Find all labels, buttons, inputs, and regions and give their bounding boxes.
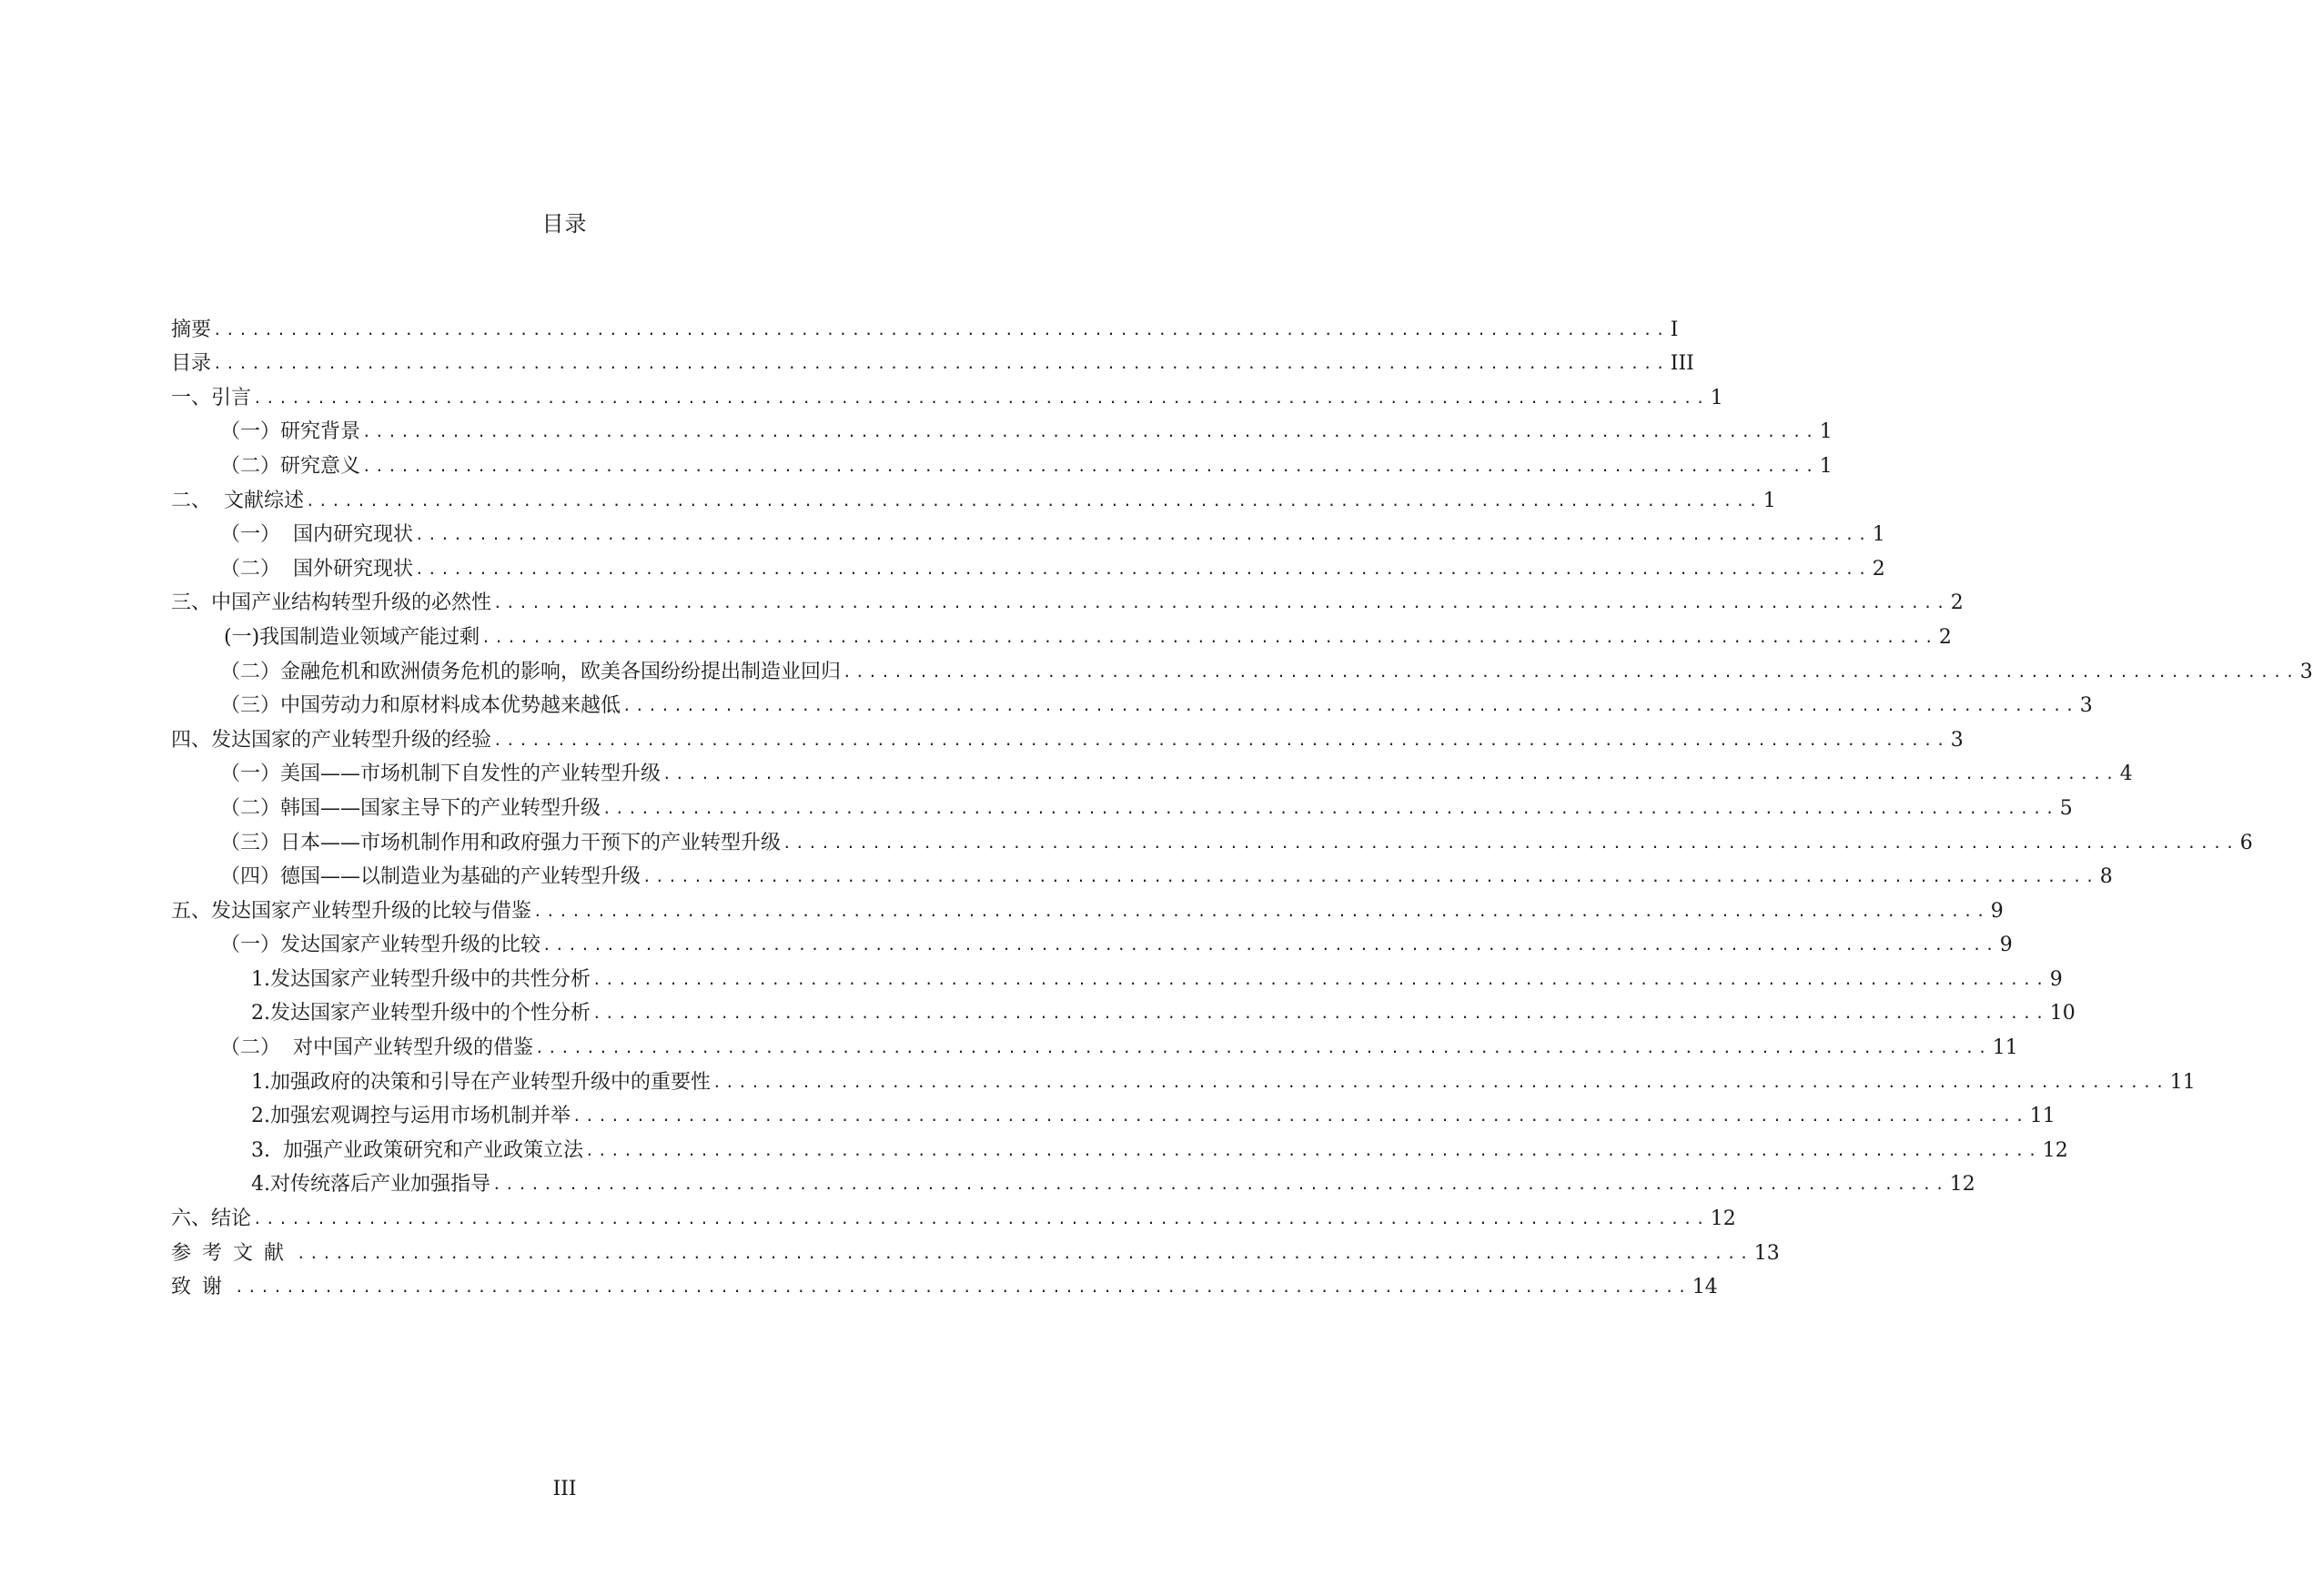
- toc-entry-subsection-5-2-2[interactable]: [171, 1096, 2055, 1131]
- dot-leader: ..................................................................................................................: [492, 1176, 1948, 1194]
- toc-entry-page: 3: [2299, 660, 2313, 683]
- dot-leader: ..................................................................................................................: [415, 560, 1871, 578]
- dot-leader: ..................................................................................................................: [213, 320, 1669, 338]
- dot-leader: ..................................................................................................................: [584, 1141, 2041, 1159]
- table-of-contents: [171, 309, 2313, 1301]
- toc-entry-chapter-2[interactable]: [171, 480, 1776, 515]
- toc-entry-page: 8: [2099, 865, 2113, 889]
- dot-leader: ..................................................................................................................: [362, 457, 1818, 475]
- dot-leader: ..................................................................................................................: [572, 1107, 2028, 1126]
- dot-leader: ..................................................................................................................: [843, 662, 2298, 681]
- page-number: III: [552, 1478, 577, 1500]
- toc-entry-label: （一）美国——市场机制下自发性的产业转型升级: [220, 763, 662, 786]
- toc-entry-label: 4.对传统落后产业加强指导: [251, 1173, 490, 1197]
- toc-entry-section-3-2[interactable]: [171, 652, 2313, 686]
- toc-entry-section-4-1[interactable]: [171, 754, 2133, 789]
- toc-entry-chapter-6[interactable]: [171, 1198, 1736, 1233]
- toc-entry-label: （三）中国劳动力和原材料成本优势越来越低: [220, 694, 621, 718]
- dot-leader: ..................................................................................................................: [493, 731, 1949, 749]
- dot-leader: ..................................................................................................................: [297, 1244, 1752, 1262]
- toc-entry-page: 11: [2169, 1070, 2196, 1094]
- toc-entry-label: （二）研究意义: [220, 454, 361, 478]
- dot-leader: ..................................................................................................................: [493, 594, 1949, 612]
- toc-entry-chapter-5[interactable]: [171, 891, 2004, 925]
- toc-entry-label: 二、 文献综述: [171, 489, 304, 512]
- toc-entry-subsection-5-2-1[interactable]: [171, 1062, 2196, 1096]
- toc-entry-page: 4: [2119, 763, 2133, 786]
- toc-entry-section-4-3[interactable]: [171, 823, 2253, 857]
- dot-leader: ..................................................................................................................: [592, 1005, 2048, 1023]
- toc-entry-page: 1: [1819, 420, 1833, 444]
- toc-entry-page: 3: [2079, 694, 2093, 718]
- toc-entry-label: （二）金融危机和欧洲债务危机的影响，欧美各国纷纷提出制造业回归: [220, 660, 842, 683]
- toc-entry-abstract[interactable]: [171, 309, 1679, 344]
- toc-entry-page: 1: [1819, 454, 1833, 478]
- dot-leader: ..................................................................................................................: [535, 1039, 1991, 1057]
- dot-leader: ..................................................................................................................: [542, 936, 1998, 955]
- toc-entry-section-2-2[interactable]: [171, 549, 1885, 583]
- page-title: 目录: [541, 211, 588, 237]
- toc-entry-section-1-1[interactable]: [171, 412, 1833, 447]
- toc-entry-label: （三）日本——市场机制作用和政府强力干预下的产业转型升级: [220, 831, 782, 854]
- dot-leader: ..................................................................................................................: [213, 355, 1669, 373]
- toc-entry-page: 2: [1950, 591, 1964, 615]
- toc-entry-page: 10: [2049, 1002, 2076, 1025]
- toc-entry-page: 11: [2029, 1105, 2055, 1128]
- toc-entry-label: （二） 对中国产业转型升级的借鉴: [220, 1036, 533, 1060]
- toc-entry-section-2-1[interactable]: [171, 515, 1885, 550]
- toc-entry-label: 致谢: [171, 1276, 234, 1299]
- toc-entry-label: 三、中国产业结构转型升级的必然性: [171, 591, 492, 615]
- toc-entry-chapter-3[interactable]: [171, 583, 1964, 618]
- toc-entry-label: 2.加强宏观调控与运用市场机制并举: [251, 1105, 571, 1128]
- toc-entry-subsection-5-1-2[interactable]: [171, 994, 2076, 1028]
- toc-entry-page: 2: [1872, 557, 1885, 581]
- toc-entry-subsection-5-2-3[interactable]: [171, 1130, 2068, 1165]
- toc-entry-label: （一）研究背景: [220, 420, 361, 444]
- toc-entry-page: 9: [1990, 899, 2004, 923]
- toc-entry-page: 2: [1938, 625, 1952, 649]
- toc-entry-subsection-5-1-1[interactable]: [171, 959, 2063, 994]
- toc-entry-label: 五、发达国家产业转型升级的比较与借鉴: [171, 899, 532, 923]
- dot-leader: ..................................................................................................................: [592, 970, 2048, 988]
- toc-entry-page: 1: [1872, 523, 1885, 547]
- toc-entry-contents[interactable]: [171, 344, 1694, 379]
- toc-entry-label: 摘要: [171, 318, 212, 341]
- toc-entry-references[interactable]: [171, 1233, 1780, 1268]
- toc-entry-chapter-4[interactable]: [171, 720, 1964, 754]
- toc-entry-page: 12: [1949, 1173, 1975, 1197]
- toc-entry-page: 6: [2239, 831, 2253, 854]
- toc-entry-label: 2.发达国家产业转型升级中的个性分析: [251, 1002, 591, 1025]
- dot-leader: ..................................................................................................................: [622, 697, 2078, 715]
- toc-entry-page: 12: [2042, 1138, 2068, 1162]
- toc-entry-label: （一） 国内研究现状: [220, 523, 413, 547]
- toc-entry-page: 9: [1999, 934, 2013, 957]
- toc-entry-page: 13: [1753, 1241, 1780, 1265]
- toc-entry-section-4-4[interactable]: [171, 857, 2113, 892]
- toc-entry-section-5-2[interactable]: [171, 1027, 2018, 1062]
- dot-leader: ..................................................................................................................: [306, 491, 1762, 510]
- toc-entry-page: 12: [1710, 1207, 1736, 1231]
- toc-entry-section-1-2[interactable]: [171, 446, 1833, 480]
- toc-entry-page: 11: [1992, 1036, 2018, 1060]
- dot-leader: ..................................................................................................................: [415, 526, 1871, 544]
- dot-leader: ..................................................................................................................: [481, 628, 1937, 646]
- toc-entry-label: （一）发达国家产业转型升级的比较: [220, 934, 541, 957]
- toc-entry-page: 1: [1710, 386, 1723, 409]
- dot-leader: ..................................................................................................................: [533, 902, 1989, 920]
- dot-leader: ..................................................................................................................: [783, 833, 2238, 852]
- toc-entry-label: 参考文献: [171, 1241, 296, 1265]
- dot-leader: ..................................................................................................................: [602, 799, 2058, 817]
- dot-leader: ..................................................................................................................: [712, 1073, 2168, 1091]
- toc-entry-label: （四）德国——以制造业为基础的产业转型升级: [220, 865, 641, 889]
- toc-entry-label: 目录: [171, 352, 212, 376]
- dot-leader: ..................................................................................................................: [253, 389, 1709, 407]
- toc-entry-label: （二） 国外研究现状: [220, 557, 413, 581]
- toc-entry-page: III: [1670, 352, 1694, 376]
- dot-leader: ..................................................................................................................: [642, 868, 2098, 886]
- toc-entry-label: 3. 加强产业政策研究和产业政策立法: [251, 1138, 583, 1162]
- toc-entry-label: 六、结论: [171, 1207, 252, 1231]
- toc-entry-page: 1: [1763, 489, 1776, 512]
- toc-entry-section-3-3[interactable]: [171, 686, 2093, 721]
- dot-leader: ..................................................................................................................: [235, 1278, 1691, 1297]
- dot-leader: ..................................................................................................................: [253, 1210, 1709, 1228]
- dot-leader: ..................................................................................................................: [362, 423, 1818, 441]
- toc-entry-label: 四、发达国家的产业转型升级的经验: [171, 728, 492, 752]
- toc-entry-label: 一、引言: [171, 386, 252, 409]
- toc-entry-section-3-1[interactable]: [171, 617, 1952, 652]
- toc-entry-page: 3: [1950, 728, 1964, 752]
- toc-entry-section-4-2[interactable]: [171, 788, 2073, 823]
- toc-entry-page: 14: [1692, 1276, 1718, 1299]
- toc-entry-acknowledgements[interactable]: [171, 1268, 1718, 1302]
- toc-entry-label: (一)我国制造业领域产能过剩: [224, 625, 480, 649]
- toc-entry-label: 1.加强政府的决策和引导在产业转型升级中的重要性: [251, 1070, 711, 1094]
- toc-entry-section-5-1[interactable]: [171, 925, 2013, 960]
- toc-entry-chapter-1[interactable]: [171, 378, 1723, 412]
- toc-entry-page: I: [1670, 318, 1679, 341]
- toc-entry-subsection-5-2-4[interactable]: [171, 1165, 1975, 1199]
- toc-entry-label: 1.发达国家产业转型升级中的共性分析: [251, 967, 591, 991]
- toc-entry-label: （二）韩国——国家主导下的产业转型升级: [220, 796, 601, 820]
- toc-entry-page: 9: [2049, 967, 2063, 991]
- dot-leader: ..................................................................................................................: [662, 765, 2118, 783]
- toc-entry-page: 5: [2059, 796, 2073, 820]
